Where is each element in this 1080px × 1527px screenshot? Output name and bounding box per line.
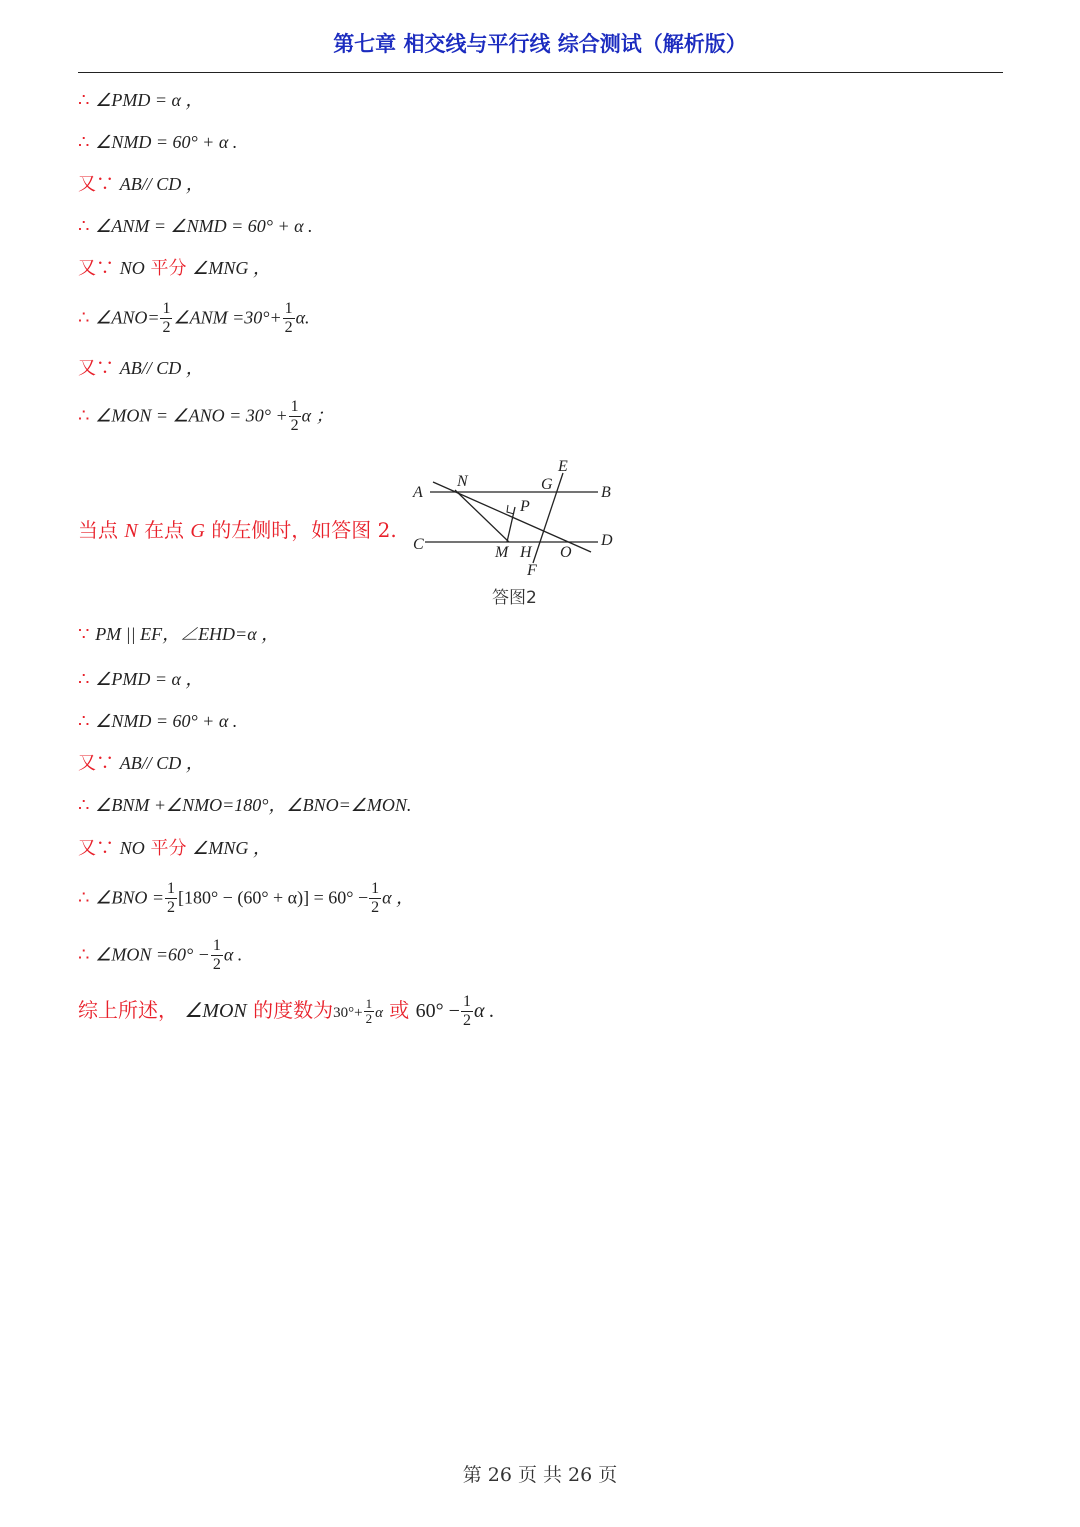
numerator: 1: [462, 993, 471, 1010]
math-expression: ∠NMD = 60° + α .: [95, 132, 238, 152]
math-expression: AB// CD ，: [119, 753, 204, 773]
denominator: 2: [290, 417, 299, 434]
solution-line-15: [78, 836, 271, 861]
because-symbol: ∵: [78, 624, 90, 645]
denominator: 2: [162, 319, 171, 336]
point-label: N: [124, 520, 138, 542]
math-expression: α: [375, 1005, 383, 1021]
numerator: 1: [371, 880, 380, 897]
therefore-symbol: ∴: [78, 216, 90, 237]
figure-caption: 答图2: [492, 588, 537, 608]
numerator: 1: [166, 880, 175, 897]
solution-line-18: [78, 993, 494, 1030]
fraction: [369, 880, 381, 917]
solution-line-5: [78, 256, 271, 281]
fraction: [461, 993, 473, 1030]
fraction: [283, 300, 295, 337]
math-expression: ∠ANM = ∠NMD = 60° + α .: [95, 216, 313, 236]
solution-line-14: [78, 793, 411, 818]
therefore-symbol: ∴: [78, 711, 90, 732]
math-expression: ∠NMD = 60° + α .: [95, 711, 238, 731]
math-expression: α ；: [301, 405, 334, 426]
math-expression: ∠ANM =30°+: [173, 307, 282, 328]
solution-line-7: [78, 356, 204, 381]
because-prefix: 又∵: [78, 838, 114, 859]
label-p: P: [520, 498, 530, 515]
math-expression: [180° − (60° + α)] = 60° −: [177, 887, 369, 908]
therefore-symbol: ∴: [78, 132, 90, 153]
therefore-symbol: ∴: [78, 307, 90, 329]
point-label: G: [190, 520, 205, 542]
line-nm: [455, 490, 509, 542]
solution-line-2: [78, 130, 237, 155]
fraction: [364, 997, 375, 1026]
math-expression: NO: [119, 838, 145, 858]
math-expression: α .: [473, 1000, 495, 1022]
math-expression: ∠ANO=: [95, 307, 160, 328]
denominator: 2: [462, 1012, 471, 1029]
label-d: D: [601, 532, 613, 549]
denominator: 2: [212, 956, 221, 973]
math-expression: α .: [223, 944, 243, 965]
because-prefix: 又∵: [78, 358, 114, 379]
therefore-symbol: ∴: [78, 405, 90, 427]
math-expression: ∠BNM +∠NMO=180°，∠BNO=∠MON.: [95, 795, 412, 815]
chinese-text: 平分: [150, 838, 187, 859]
therefore-symbol: ∴: [78, 90, 90, 111]
figure-svg: [405, 455, 625, 585]
right-angle-mark: [507, 505, 514, 514]
denominator: 2: [284, 319, 293, 336]
solution-line-13: [78, 751, 204, 776]
fraction: [165, 880, 177, 917]
label-b: B: [601, 484, 611, 501]
fraction: [160, 300, 172, 337]
solution-line-8: [78, 398, 334, 435]
math-expression: ∠MON =60° −: [95, 944, 210, 965]
math-expression: ∠PMD = α ，: [95, 669, 204, 689]
math-expression: ∠BNO =: [95, 887, 164, 908]
because-prefix: 又∵: [78, 174, 114, 195]
fraction: [211, 937, 223, 974]
label-n: N: [457, 473, 468, 490]
because-prefix: 又∵: [78, 258, 114, 279]
fraction: [289, 398, 301, 435]
label-a: A: [413, 484, 423, 501]
numerator: 1: [290, 398, 299, 415]
because-prefix: 又∵: [78, 753, 114, 774]
solution-line-3: [78, 172, 204, 197]
label-m: M: [495, 544, 509, 561]
math-expression: α.: [295, 307, 310, 328]
page-header-title: 第七章 相交线与平行线 综合测试（解析版）: [333, 32, 747, 56]
solution-line-12: [78, 709, 237, 734]
therefore-symbol: ∴: [78, 795, 90, 816]
math-expression: 30°+: [333, 1005, 363, 1021]
label-e: E: [558, 458, 568, 475]
solution-line-9: [78, 518, 397, 543]
math-expression: ∠PMD = α ，: [95, 90, 204, 110]
denominator: 2: [365, 1011, 373, 1026]
math-expression: AB// CD ，: [119, 358, 204, 378]
math-expression: PM || EF，∠EHD=α ，: [95, 624, 280, 644]
numerator: 1: [284, 300, 293, 317]
math-expression: α ，: [382, 887, 415, 908]
therefore-symbol: ∴: [78, 887, 90, 909]
solution-line-4: [78, 214, 313, 239]
numerator: 1: [365, 996, 373, 1011]
therefore-symbol: ∴: [78, 944, 90, 966]
solution-line-1: [78, 88, 203, 113]
chinese-text: 平分: [150, 258, 187, 279]
math-expression: 60° −: [415, 1000, 460, 1022]
label-o: O: [560, 544, 572, 561]
label-g: G: [541, 476, 553, 493]
math-expression: ∠MON = ∠ANO = 30° +: [95, 405, 288, 426]
summary-text: 或: [389, 998, 410, 1022]
page-footer: 第 26 页 共 26 页: [462, 1464, 618, 1486]
solution-line-17: [78, 937, 242, 974]
solution-line-10: [78, 622, 279, 647]
denominator: 2: [371, 899, 380, 916]
solution-line-11: [78, 667, 203, 692]
math-expression: ∠MNG ，: [192, 838, 271, 858]
math-expression: ∠MON: [184, 1000, 247, 1022]
chinese-text: 在点: [144, 518, 185, 542]
label-c: C: [413, 536, 424, 553]
chinese-text: 的左侧时，如答图 2.: [211, 518, 397, 542]
label-h: H: [520, 544, 532, 561]
label-f: F: [527, 562, 537, 579]
math-expression: AB// CD ，: [119, 174, 204, 194]
solution-line-6: [78, 300, 310, 337]
chinese-text: 当点: [78, 518, 118, 542]
summary-text: 综上所述，: [78, 998, 178, 1022]
summary-text: 的度数为: [253, 998, 334, 1022]
therefore-symbol: ∴: [78, 669, 90, 690]
numerator: 1: [162, 300, 171, 317]
solution-line-16: [78, 880, 414, 917]
numerator: 1: [212, 937, 221, 954]
header-divider: [78, 72, 1003, 73]
denominator: 2: [166, 899, 175, 916]
math-expression: NO: [119, 258, 145, 278]
math-expression: ∠MNG ，: [192, 258, 271, 278]
